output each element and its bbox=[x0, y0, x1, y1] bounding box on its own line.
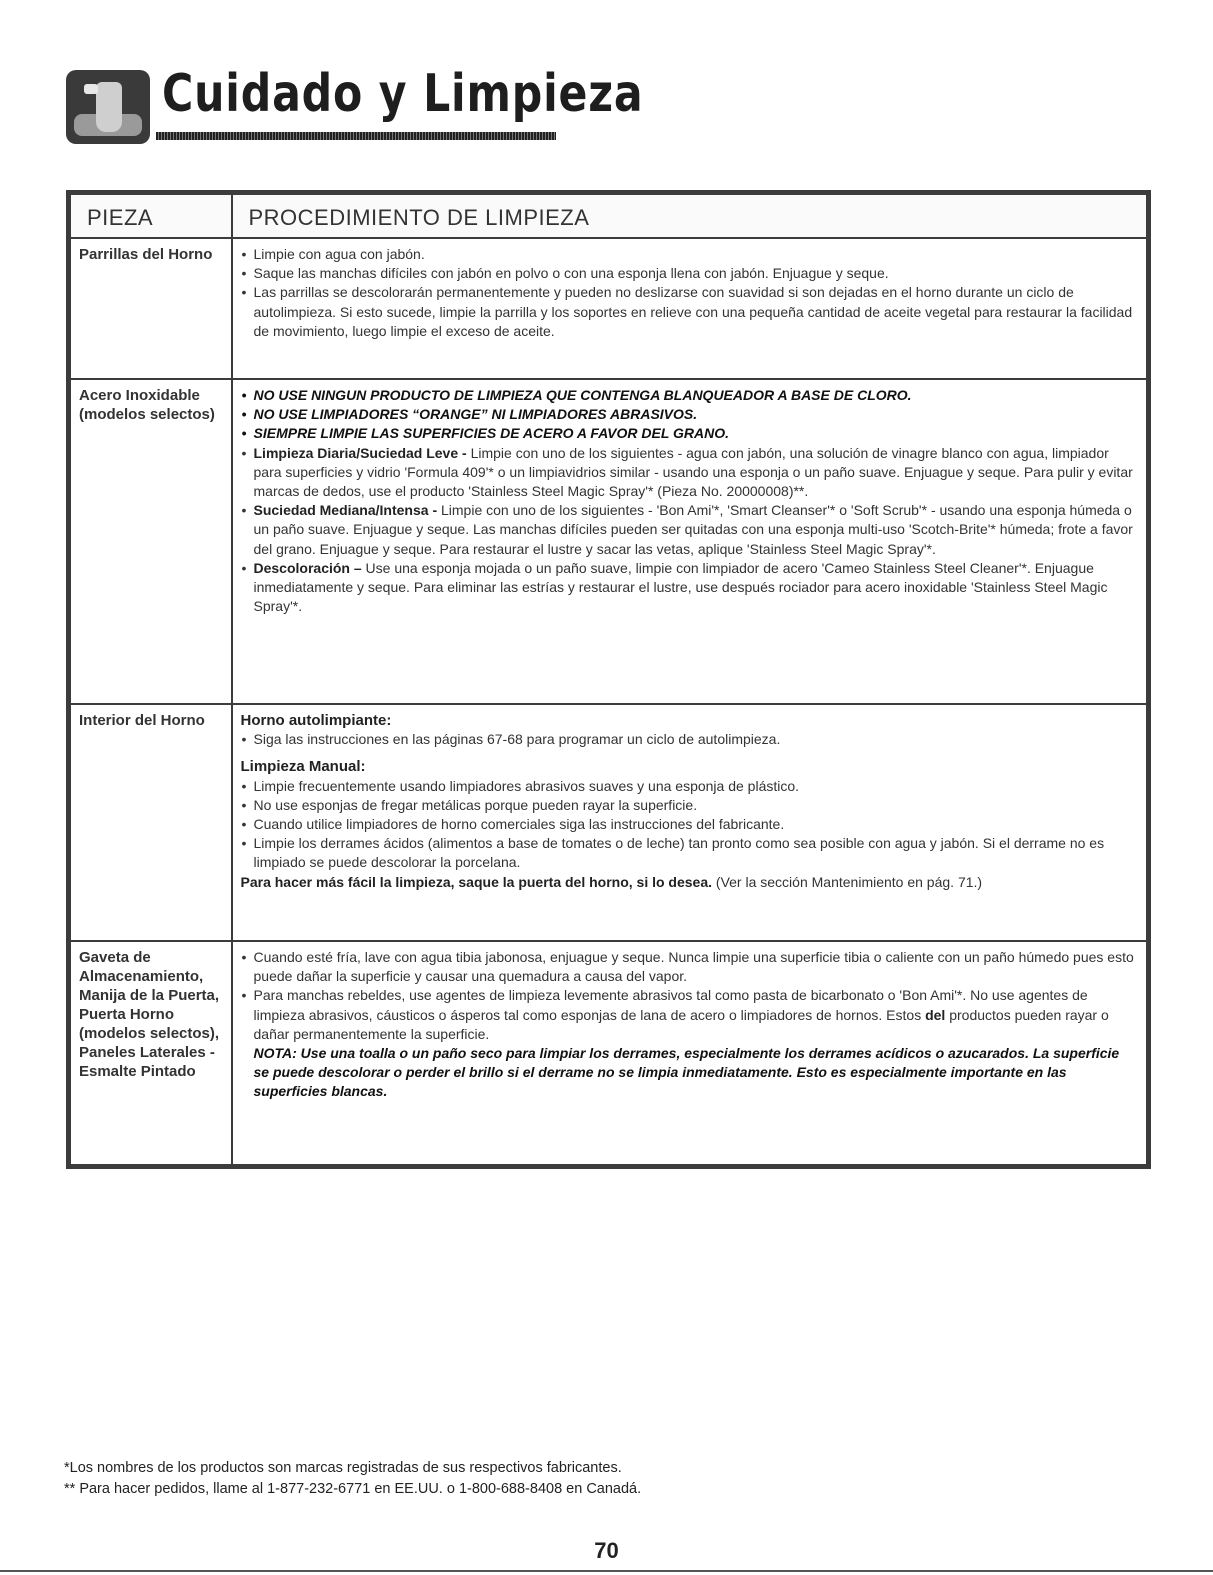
part-cell: Interior del Horno bbox=[69, 704, 232, 941]
cleaning-table bbox=[66, 190, 1151, 1169]
table-row bbox=[69, 379, 1149, 704]
part-cell: Parrillas del Horno bbox=[69, 238, 232, 379]
table-row bbox=[69, 704, 1149, 941]
table-row bbox=[69, 238, 1149, 379]
tip-bold: Para hacer más fácil la limpieza, saque la puerta del horno, si lo desea. bbox=[240, 873, 713, 890]
list-item: • Limpie los derrames ácidos (alimentos a base de tomates o de leche) tan pronto como sea posible con agua y jabón. Si el derrame no es limpiado se puede descolorar la porcelana. bbox=[241, 834, 1139, 872]
tip-text: (Ver la sección Mantenimiento en pág. 71.) bbox=[712, 873, 983, 890]
list-item bbox=[241, 444, 1139, 502]
bottom-rule bbox=[0, 1570, 1213, 1572]
item-text: Para manchas rebeldes, use agentes de limpieza levemente abrasivos tal como pasta de bicarbonato o 'Bon Ami'*. No use agentes de limpieza abrasivos, cáusticos o ásperos tal como esponjas de lana de acero o limpiadores de hornos. Estos bbox=[253, 987, 1088, 1023]
footnote: *Los nombres de los productos son marcas registradas de sus respectivos fabricantes. bbox=[64, 1460, 622, 1476]
footnote: ** Para hacer pedidos, llame al 1-877-232-6771 en EE.UU. o 1-800-688-8408 en Canadá. bbox=[64, 1481, 642, 1497]
part-cell: Gaveta de Almacenamiento, Manija de la Puerta, Puerta Horno (modelos selectos), Paneles Laterales - Esmalte Pintado bbox=[69, 941, 232, 1166]
footnotes bbox=[64, 1458, 964, 1500]
table-header-row bbox=[69, 193, 1149, 239]
list-item: • Siga las instrucciones en las páginas 67-68 para programar un ciclo de autolimpieza. bbox=[241, 730, 1139, 749]
page-header bbox=[66, 60, 644, 150]
part-cell: Acero Inoxidable (modelos selectos) bbox=[69, 379, 232, 704]
warning-item: • SIEMPRE LIMPIE LAS SUPERFICIES DE ACERO A FAVOR DEL GRANO. bbox=[241, 424, 1139, 443]
column-header-part: PIEZA bbox=[69, 193, 232, 239]
procedure-cell bbox=[232, 704, 1149, 941]
item-label: Suciedad Mediana/Intensa - bbox=[253, 502, 438, 519]
list-item: • Limpie con agua con jabón. bbox=[241, 245, 1139, 264]
procedure-cell bbox=[232, 379, 1149, 704]
cleaning-spray-icon bbox=[66, 70, 150, 144]
page-title: Cuidado y Limpieza bbox=[162, 64, 644, 124]
item-label: Descoloración – bbox=[253, 559, 362, 576]
title-underline bbox=[156, 132, 556, 140]
subheading: Horno autolimpiante: bbox=[240, 712, 392, 729]
table-row bbox=[69, 941, 1149, 1166]
list-item bbox=[241, 986, 1139, 1044]
item-bold: del bbox=[925, 1006, 946, 1023]
item-text: Limpie con uno de los siguientes - 'Bon Ami'*, 'Smart Cleanser'* o 'Soft Scrub'* - usando una esponja húmeda o un paño suave. Enjuague y seque. Las manchas difíciles pueden ser quitadas con una esponja multi-uso 'Scotch-Brite'* húmeda; frote a favor del grano. Enjuague y seque. Para restaurar el lustre y sacar las vetas, aplique 'Stainless Steel Magic Spray'*. bbox=[253, 502, 1133, 557]
item-label: Limpieza Diaria/Suciedad Leve - bbox=[253, 444, 467, 461]
list-item: • Saque las manchas difíciles con jabón en polvo o con una esponja llena con jabón. Enjuague y seque. bbox=[241, 264, 1139, 283]
list-item: • Las parrillas se descolorarán permanentemente y pueden no deslizarse con suavidad si son dejadas en el horno durante un ciclo de autolimpieza. Si esto sucede, limpie la parrilla y los soportes en relieve con una pequeña cantidad de aceite vegetal para restaurar la facilidad de movimiento, luego limpie el exceso de aceite. bbox=[241, 283, 1139, 341]
list-item bbox=[241, 559, 1139, 617]
list-item bbox=[241, 501, 1139, 559]
list-item: • Limpie frecuentemente usando limpiadores abrasivos suaves y una esponja de plástico. bbox=[241, 777, 1139, 796]
warning-item: • NO USE LIMPIADORES “ORANGE” NI LIMPIADORES ABRASIVOS. bbox=[241, 405, 1139, 424]
item-text: Limpie con uno de los siguientes - agua con jabón, una solución de vinagre blanco con agua, limpiador para superficies y vidrio 'Formula 409'* o un limpiavidrios similar - usando una esponja o un paño suave. Enjuague y seque. Para pulir y evitar marcas de dedos, use el producto 'Stainless Steel Magic Spray'* (Pieza No. 20000008)**. bbox=[253, 444, 1133, 500]
note-text: NOTA: Use una toalla o un paño seco para limpiar los derrames, especialmente los derrames acídicos o azucarados. La superficie se puede descolorar o perder el brillo si el derrame no se limpia inmediatamente. Esto es especialmente importante en las superficies blancas. bbox=[253, 1045, 1120, 1100]
subheading: Limpieza Manual: bbox=[240, 758, 366, 776]
procedure-cell bbox=[232, 238, 1149, 379]
list-item: • Cuando esté fría, lave con agua tibia jabonosa, enjuague y seque. Nunca limpie una superficie tibia o caliente con un paño húmedo pues esto puede dañar la superficie y causar una quemadura a causa del vapor. bbox=[241, 948, 1139, 986]
item-text: productos pueden rayar o dañar permanentemente la superficie. bbox=[253, 1006, 1109, 1042]
warning-item: • NO USE NINGUN PRODUCTO DE LIMPIEZA QUE CONTENGA BLANQUEADOR A BASE DE CLORO. bbox=[241, 386, 1139, 405]
procedure-cell bbox=[232, 941, 1149, 1166]
column-header-procedure: PROCEDIMIENTO DE LIMPIEZA bbox=[232, 193, 1149, 239]
tip-line bbox=[241, 873, 1139, 892]
page-number: 70 bbox=[594, 1538, 619, 1563]
item-text: Use una esponja mojada o un paño suave, limpie con limpiador de acero 'Cameo Stainless Steel Cleaner'*. Enjuague inmediatamente y seque. Para eliminar las estrías y restaurar el lustre, use después rociador para acero inoxidable 'Stainless Steel Magic Spray'*. bbox=[253, 559, 1108, 615]
list-item: • No use esponjas de fregar metálicas porque pueden rayar la superficie. bbox=[241, 796, 1139, 815]
list-item: • Cuando utilice limpiadores de horno comerciales siga las instrucciones del fabricante. bbox=[241, 815, 1139, 834]
